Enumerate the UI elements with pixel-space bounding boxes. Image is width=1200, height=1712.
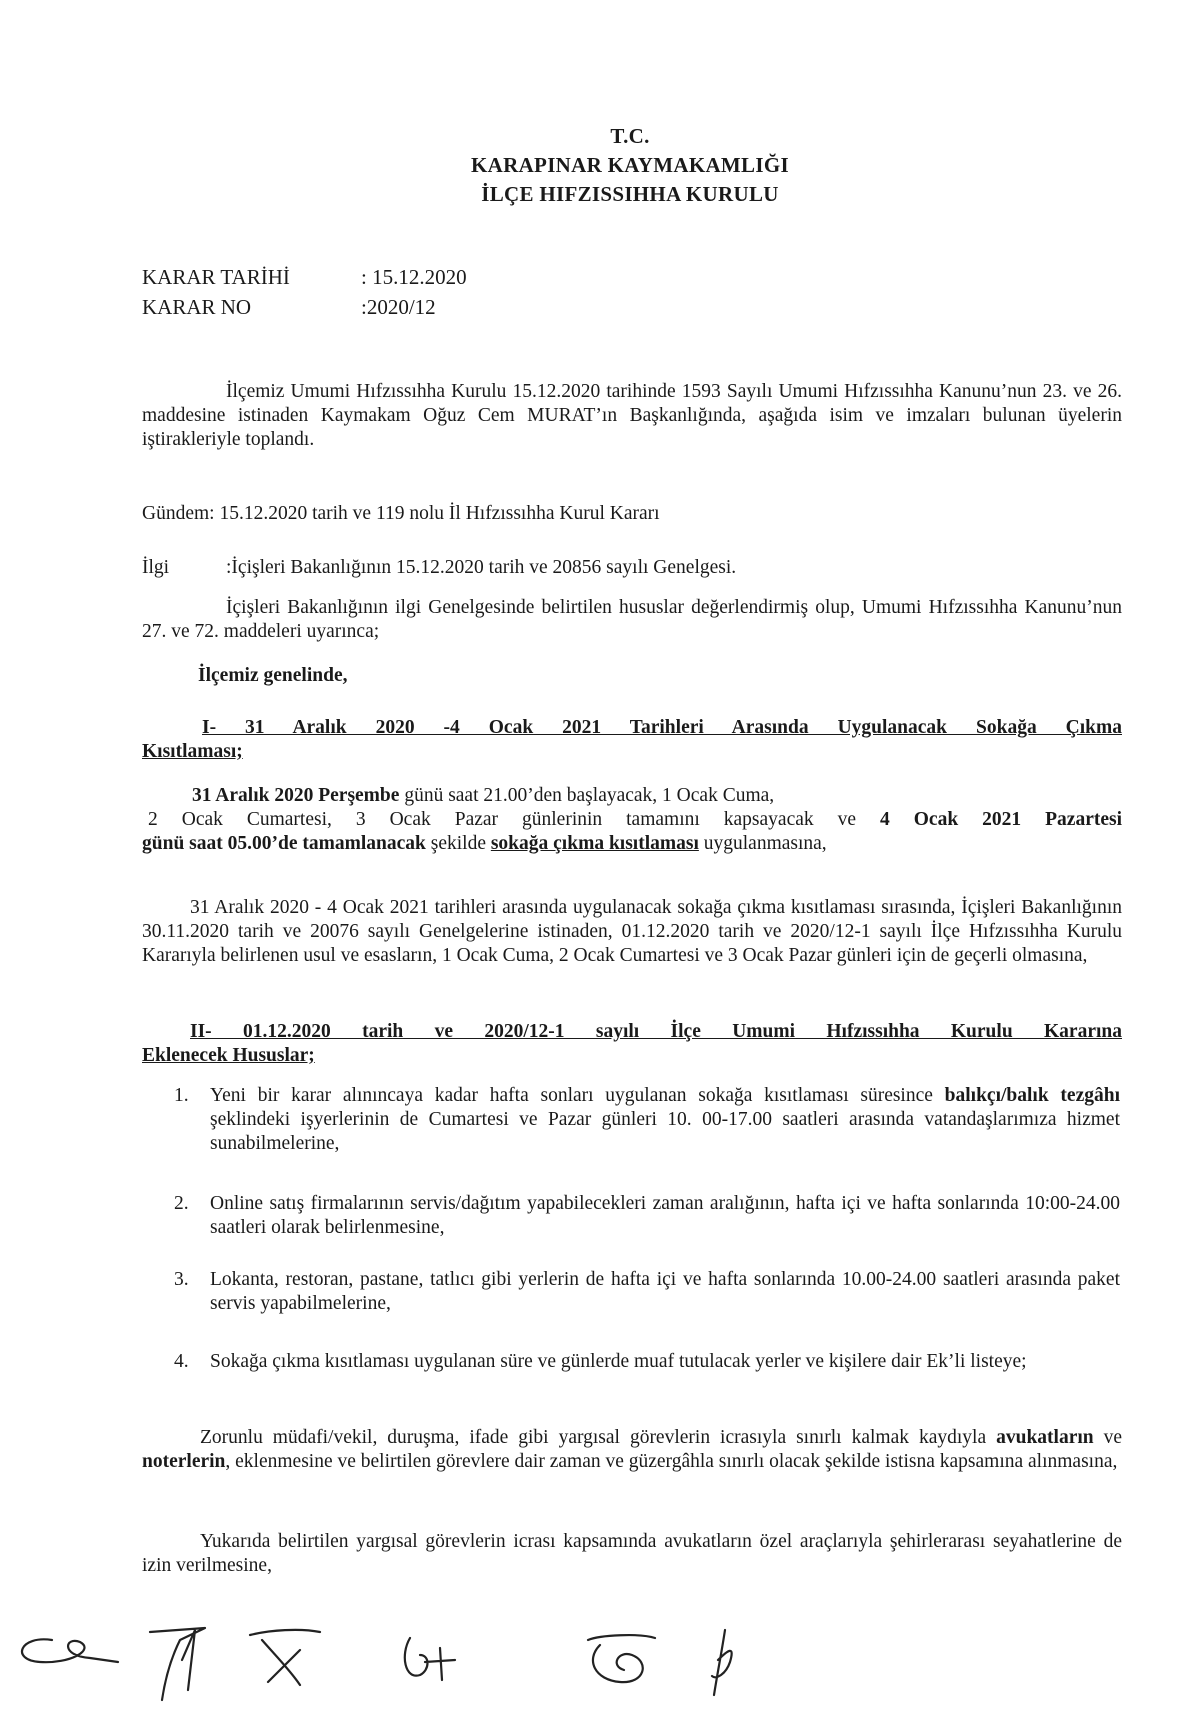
item1-bold: balıkçı/balık tezgâhı xyxy=(944,1085,1120,1106)
header-kurul: İLÇE HIFZISSIHHA KURULU xyxy=(481,182,779,206)
decision-meta xyxy=(142,262,467,322)
lawyers-text-c: , eklenmesine ve belirtilen görevlere dair zaman ve güzergâhla sınırlı olacak şekilde istisna kapsamına alınmasına, xyxy=(225,1451,1118,1472)
list-item-text: Online satış firmalarının servis/dağıtım yapabilecekleri zaman aralığının, hafta içi ve hafta sonlarında 10:00-24.00 saatleri olarak belirlenmesine, xyxy=(210,1193,1120,1238)
curfew-start-text: günü saat 21.00’den başlayacak, 1 Ocak Cuma, xyxy=(399,785,775,806)
section1-heading xyxy=(142,716,1122,764)
signature-4 xyxy=(405,1638,455,1680)
agenda-line: Gündem: 15.12.2020 tarih ve 119 nolu İl Hıfzıssıhha Kurul Kararı xyxy=(142,503,660,524)
curfew-line3 xyxy=(142,832,1122,856)
curfew-end-time: günü saat 05.00’de tamamlanacak xyxy=(142,833,426,854)
ilgi-label: İlgi xyxy=(142,557,170,578)
header-tc: T.C. xyxy=(610,124,650,148)
paragraph-lawyers xyxy=(142,1426,1122,1474)
list-item-number: 2. xyxy=(174,1193,189,1214)
list-item-number: 1. xyxy=(174,1085,189,1106)
curfew-days: 2 Ocak Cumartesi, 3 Ocak Pazar günlerinin tamamını kapsayacak ve xyxy=(148,809,881,830)
signature-5 xyxy=(588,1635,655,1682)
list-item xyxy=(166,1350,1120,1404)
list-item-text xyxy=(210,1084,1120,1156)
ilgi-line xyxy=(142,556,1122,580)
lawyers-bold: avukatların xyxy=(996,1427,1094,1448)
paragraph-travel: Yukarıda belirtilen yargısal görevlerin icrası kapsamında avukatların özel araçlarıyla şehirlerarası seyahatlerine de izin verilmesine, xyxy=(142,1531,1122,1576)
ilcemiz-heading: İlçemiz genelinde, xyxy=(198,665,348,686)
ilgi-value: :İçişleri Bakanlığının 15.12.2020 tarih ve 20856 sayılı Genelgesi. xyxy=(226,557,737,578)
decision-date-label: KARAR TARİHİ xyxy=(142,265,290,289)
lawyers-text-a: Zorunlu müdafi/vekil, duruşma, ifade gibi yargısal görevlerin icrasıyla sınırlı kalmak kaydıyla xyxy=(200,1427,997,1448)
paragraph-genelge: 31 Aralık 2020 - 4 Ocak 2021 tarihleri arasında uygulanacak sokağa çıkma kısıtlaması sırasında, İçişleri Bakanlığının 30.11.2020 tarih ve 20076 sayılı Genelgelerine istinaden, 01.12.2020 tarih ve 2020/12-1 sayılı İlçe Hıfzıssıhha Kurulu Kararıyla belirlenen usul ve esasların, 1 Ocak Cuma, 2 Ocak Cumartesi ve 3 Ocak Pazar günleri için de geçerli olmasına, xyxy=(142,897,1122,966)
document-header xyxy=(0,122,1200,209)
signature-3 xyxy=(250,1630,320,1685)
list-item xyxy=(166,1192,1120,1246)
curfew-line1 xyxy=(142,784,1122,808)
curfew-line2 xyxy=(142,808,1122,832)
section2-line2: Eklenecek Hususlar; xyxy=(142,1045,315,1066)
paragraph-curfew xyxy=(142,784,1122,856)
list-item-text: Lokanta, restoran, pastane, tatlıcı gibi yerlerin de hafta içi ve hafta sonlarında 10.00-24.00 saatleri arasında paket servis yapabilmelerine, xyxy=(210,1269,1120,1314)
list-item-number: 4. xyxy=(174,1351,189,1372)
section1-line2: Kısıtlaması; xyxy=(142,741,243,762)
curfew-end-date: 4 Ocak 2021 Pazartesi xyxy=(880,809,1123,830)
item1-text-b: şeklindeki işyerlerinin de Cumartesi ve Pazar günleri 10. 00-17.00 saatleri arasında vatandaşlarımıza hizmet sunabilmelerine, xyxy=(210,1109,1120,1154)
decision-date-row xyxy=(142,262,467,292)
notaries-bold: noterlerin xyxy=(142,1451,226,1472)
list-item xyxy=(166,1268,1120,1322)
member-signatures xyxy=(0,1600,1200,1712)
signature-1 xyxy=(22,1639,118,1662)
curfew-start: 31 Aralık 2020 Perşembe xyxy=(192,785,400,806)
item1-text-a: Yeni bir karar alınıncaya kadar hafta sonları uygulanan sokağa kısıtlaması süresince xyxy=(210,1085,945,1106)
signature-2 xyxy=(150,1628,205,1700)
section2-heading xyxy=(142,1020,1122,1068)
section1-line1: I- 31 Aralık 2020 -4 Ocak 2021 Tarihleri Arasında Uygulanacak Sokağa Çıkma xyxy=(202,717,1122,738)
signature-6 xyxy=(712,1630,732,1695)
decision-no-row xyxy=(142,292,467,322)
curfew-tail: uygulanmasına, xyxy=(698,833,827,854)
curfew-term: sokağa çıkma kısıtlaması xyxy=(490,833,699,854)
header-kaymakamlik: KARAPINAR KAYMAKAMLIĞI xyxy=(471,153,789,177)
ilgi-paragraph: İçişleri Bakanlığının ilgi Genelgesinde belirtilen hususlar değerlendirmiş olup, Umumi Hıfzıssıhha Kanunu’nun 27. ve 72. maddeleri uyarınca; xyxy=(142,597,1122,642)
intro-paragraph: İlçemiz Umumi Hıfzıssıhha Kurulu 15.12.2020 tarihinde 1593 Sayılı Umumi Hıfzıssıhha Kanunu’nun 23. ve 26. maddesine istinaden Kaymakam Oğuz Cem MURAT’ın Başkanlığında, aşağıda isim ve imzaları bulunan üyelerin iştirakleriyle toplandı. xyxy=(142,381,1122,450)
list-item-text: Sokağa çıkma kısıtlaması uygulanan süre ve günlerde muaf tutulacak yerler ve kişilere dair Ek’li listeye; xyxy=(210,1351,1027,1372)
decision-no-label: KARAR NO xyxy=(142,295,252,319)
list-item xyxy=(166,1084,1120,1164)
decision-date-value: : 15.12.2020 xyxy=(361,265,467,289)
curfew-connector: şekilde xyxy=(425,833,491,854)
decision-no-value: :2020/12 xyxy=(361,295,436,319)
lawyers-text-b: ve xyxy=(1093,1427,1123,1448)
list-item-number: 3. xyxy=(174,1269,189,1290)
section2-line1: II- 01.12.2020 tarih ve 2020/12-1 sayılı İlçe Umumi Hıfzıssıhha Kurulu Kararına xyxy=(190,1021,1122,1042)
